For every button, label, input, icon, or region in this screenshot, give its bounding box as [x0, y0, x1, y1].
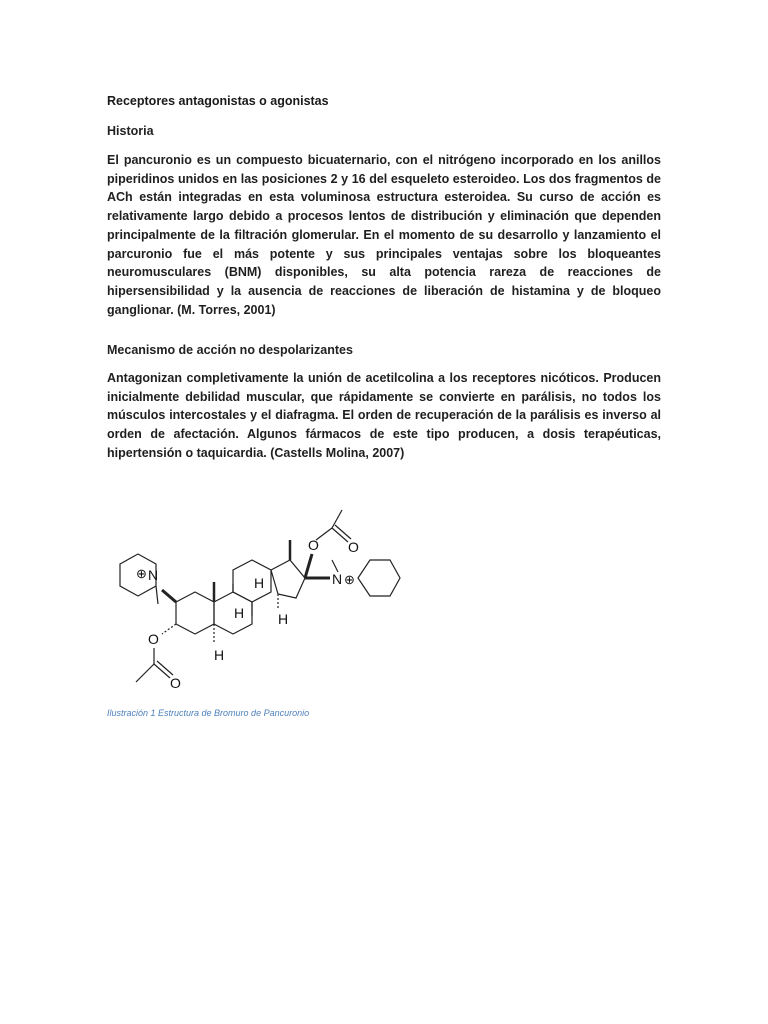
atom-o-carbonyl-left: O: [170, 675, 181, 691]
acetyl-methyl-top: [332, 510, 342, 528]
charge-right: ⊕: [344, 572, 355, 587]
section-heading-mecanismo: Mecanismo de acción no despolarizantes: [107, 343, 353, 357]
atom-o-carbonyl-top: O: [348, 539, 359, 555]
c3-o-bond: [162, 624, 176, 634]
ring-b: [214, 592, 252, 634]
atom-h-c9: H: [234, 605, 245, 621]
molecule-bonds: [120, 510, 400, 682]
document-title: Receptores antagonistas o agonistas: [107, 94, 329, 108]
ring-a: [176, 592, 214, 634]
left-n-c2-bond: [162, 590, 176, 602]
c17-o-bond: [305, 554, 312, 578]
figure-caption: Ilustración 1 Estructura de Bromuro de Pancuronio: [107, 708, 310, 718]
atom-h-c14: H: [278, 611, 289, 627]
atom-h-c8: H: [254, 575, 265, 591]
atom-o-c17: O: [308, 537, 319, 553]
atom-n-right: N: [332, 571, 343, 587]
paragraph-historia: El pancuronio es un compuesto bicuaternario, con el nitrógeno incorporado en los anillos piperidinos unidos en las posiciones 2 y 16 del esqueleto esteroideo. Los dos fragmentos de ACh están integradas en esta voluminosa estructura esteroidea. Su curso de acción es relativamente largo debido a procesos lentos de distribución y eliminación que dependen principalmente de la filtración glomerular. En el momento de su desarrollo y lanzamiento el parcuronio fue el más potente y sus principales ventajas sobre los bloqueantes neuromusculares (BNM) disponibles, su alta potencia rareza de reacciones de hipersensibilidad y la ausencia de reacciones de liberación de histamina y de bloqueo ganglionar. (M. Torres, 2001): [107, 153, 661, 317]
left-n-methyl: [156, 586, 158, 604]
ring-d: [271, 560, 305, 598]
ring-c: [233, 560, 271, 602]
section-heading-historia: Historia: [107, 124, 154, 138]
atom-n-left: N: [148, 567, 159, 583]
atom-h-c5: H: [214, 647, 225, 663]
charge-left: ⊕: [136, 566, 147, 581]
paragraph-mecanismo: Antagonizan completivamente la unión de acetilcolina a los receptores nicóticos. Producen inicialmente debilidad muscular, que rápidamente se convierte en parálisis, no todos los músculos intercostales y el diafragma. El orden de recuperación de la parálisis es inverso al orden de afectación. Algunos fármacos de este tipo producen, a dosis terapéuticas, hipertensión o taquicardia. (Castells Molina, 2007): [107, 371, 661, 460]
atom-o-c3: O: [148, 631, 159, 647]
right-piperidine-ring: [358, 560, 400, 596]
atom-labels: [136, 537, 359, 691]
acetyl-methyl-left: [136, 664, 154, 682]
pancuronium-structure-figure: [100, 498, 410, 698]
